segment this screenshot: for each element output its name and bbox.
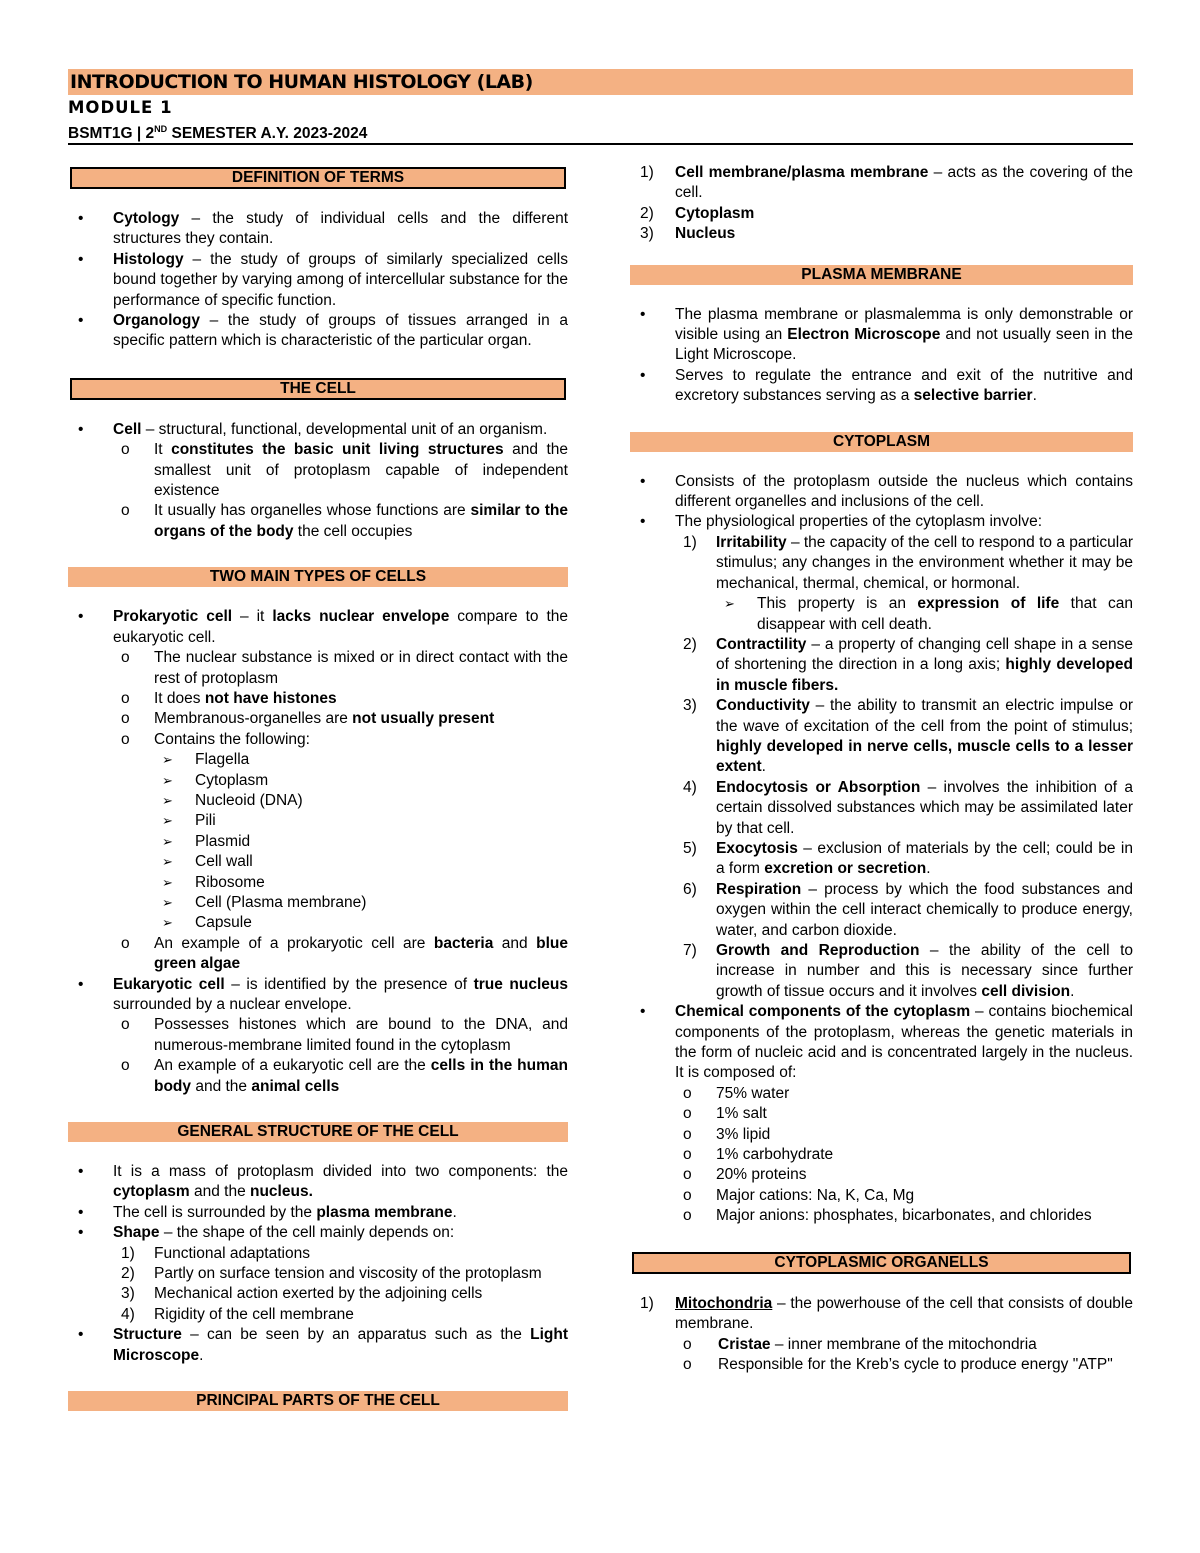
list-item: • Cell – structural, functional, developmental unit of an organism. o It constitutes the basic unit living structures and the smallest unit of protoplasm capable of independent existence o It usually has organelles whose functions are similar to the organs of the body the cell occupies: [68, 420, 568, 542]
list-item: 2) Cytoplasm: [640, 204, 755, 222]
list-item: o An example of a eukaryotic cell are the cells in the human body and the animal cells: [121, 1057, 568, 1095]
list-item: 6) Respiration – process by which the food substances and oxygen within the cell interact chemically to produce energy, water, and carbon dioxide.: [683, 880, 1133, 939]
section-heading-cell-types: TWO MAIN TYPES OF CELLS: [68, 567, 568, 587]
cell-types-list: [68, 607, 568, 1097]
plasma-membrane-list: [630, 305, 1133, 407]
list-item: ➢ Nucleoid (DNA): [162, 791, 303, 809]
list-item: ➢ This property is an expression of life that can disappear with cell death.: [724, 595, 1133, 633]
list-item: 1) Irritability – the capacity of the cell to respond to a particular stimulus; any changes in the environment whether it may be mechanical, thermal, chemical, or hormonal. ➢ This property is an expression of life that can disappear with cell death.: [675, 533, 1133, 635]
list-item: 2) Contractility – a property of changing cell shape in a sense of shortening the direction in a long axis; highly developed in muscle fibers.: [683, 635, 1133, 694]
module-label: MODULE 1: [68, 98, 173, 117]
list-item: • Structure – can be seen by an apparatus such as the Light Microscope.: [78, 1326, 568, 1364]
list-item: 5) Exocytosis – exclusion of materials by the cell; could be in a form excretion or secretion.: [683, 839, 1133, 878]
list-item: • The physiological properties of the cytoplasm involve: 1) Irritability – the capacity of the cell to respond to a particular stimulus; any changes in the environment whether it may be mechanical, thermal, chemical, or hormonal. ➢ This property is an expression of life that can disappear with cell death. 2) Contractility – a property of changing cell shape in a sense of shortening the direction in a long axis; highly developed in muscle fibers. 3) Conductivity – the ability to transmit an electric impulse or the wave of excitation of the cell from the point of stimulus; highly developed in nerve cells, muscle cells to a lesser extent. 4) Endocytosis or Absorption – involves the inhibition of a certain dissolved substances which may be assimilated later by that cell. 5) Exocytosis – exclusion of materials by the cell; could be in a form excretion or secretion. 6) Respiration – process by which the food substances and oxygen within the cell interact chemically to produce energy, water, and carbon dioxide. 7) Growth and Reproduction – the ability of the cell to increase in number and this is necessary since further growth of tissue occurs and it involves cell division.: [630, 512, 1133, 1002]
list-item: o An example of a prokaryotic cell are bacteria and blue green algae: [121, 934, 568, 973]
list-item: 7) Growth and Reproduction – the ability of the cell to increase in number and this is necessary since further growth of tissue occurs and it involves cell division.: [683, 942, 1133, 1000]
list-item: o Cristae – inner membrane of the mitochondria: [683, 1335, 1037, 1353]
cell-list: [68, 420, 568, 542]
list-item: ➢ Cell wall: [162, 853, 253, 871]
list-item: o 1% carbohydrate: [683, 1146, 834, 1164]
list-item: o It does not have histones: [121, 689, 337, 707]
list-item: ➢ Plasmid: [162, 832, 251, 850]
list-item: • Shape – the shape of the cell mainly depends on: 1) Functional adaptations 2) Partly on surface tension and viscosity of the protoplasm 3) Mechanical action exerted by the adjoining cells 4) Rigidity of the cell membrane: [68, 1223, 568, 1325]
list-item: o 75% water: [683, 1084, 790, 1102]
document-title: INTRODUCTION TO HUMAN HISTOLOGY (LAB): [68, 69, 1133, 95]
list-item: • The plasma membrane or plasmalemma is only demonstrable or visible using an Electron Microscope and not usually seen in the Light Microscope.: [640, 305, 1133, 364]
list-item: 4) Rigidity of the cell membrane: [121, 1305, 354, 1323]
list-item: 3) Mechanical action exerted by the adjoining cells: [121, 1285, 483, 1303]
list-item: o 1% salt: [683, 1105, 767, 1123]
section-heading-organelles: CYTOPLASMIC ORGANELLS: [632, 1252, 1131, 1274]
list-item: 3) Conductivity – the ability to transmit an electric impulse or the wave of excitation of the cell from the point of stimulus; highly developed in nerve cells, muscle cells to a lesser extent.: [683, 697, 1133, 776]
semester-line: BSMT1G | 2ND SEMESTER A.Y. 2023-2024: [68, 124, 368, 143]
header-divider: [68, 143, 1133, 145]
list-item: 3) Nucleus: [640, 225, 736, 243]
list-item: • Eukaryotic cell – is identified by the presence of true nucleus surrounded by a nuclear envelope. o Possesses histones which are bound to the DNA, and numerous-membrane limited found in the cytoplasm o An example of a eukaryotic cell are the cells in the human body and the animal cells: [68, 975, 568, 1097]
definition-list: [68, 209, 568, 352]
list-item: • Organology – the study of groups of tissues arranged in a specific pattern which is characteristic of the particular organ.: [78, 312, 568, 350]
list-item: 1) Functional adaptations: [121, 1244, 310, 1262]
section-heading-general-structure: GENERAL STRUCTURE OF THE CELL: [68, 1122, 568, 1142]
list-item: ➢ Flagella: [162, 751, 250, 769]
list-item: o It usually has organelles whose functions are similar to the organs of the body the cell occupies: [121, 502, 569, 540]
list-item: o Major cations: Na, K, Ca, Mg: [683, 1186, 915, 1204]
list-item: • Prokaryotic cell – it lacks nuclear envelope compare to the eukaryotic cell. o The nuclear substance is mixed or in direct contact with the rest of protoplasm o It does not have histones o Membranous-organelles are not usually present o Contains the following: ➢ Flagella ➢ Cytoplasm ➢ Nucleoid (DNA) ➢ Pili ➢ Plasmid ➢ Cell wall ➢ Ribosome ➢ Cell (Plasma membrane) ➢ Capsule o An example of a prokaryotic cell are bacteria and blue green algae: [68, 607, 568, 974]
list-item: ➢ Cell (Plasma membrane): [162, 893, 367, 911]
organelles-list: [630, 1294, 1133, 1376]
list-item: • Consists of the protoplasm outside the nucleus which contains different organelles and inclusions of the cell.: [640, 472, 1133, 511]
list-item: o Contains the following: ➢ Flagella ➢ Cytoplasm ➢ Nucleoid (DNA) ➢ Pili ➢ Plasmid ➢ Cell wall ➢ Ribosome ➢ Cell (Plasma membrane) ➢ Capsule: [113, 730, 568, 934]
list-item: o The nuclear substance is mixed or in direct contact with the rest of protoplasm: [121, 649, 568, 687]
section-heading-principal-parts: PRINCIPAL PARTS OF THE CELL: [68, 1391, 568, 1411]
list-item: 4) Endocytosis or Absorption – involves the inhibition of a certain dissolved substances which may be assimilated later by that cell.: [683, 778, 1133, 837]
right-column: [630, 163, 1133, 1375]
list-item: ➢ Cytoplasm: [162, 771, 269, 789]
section-heading-plasma-membrane: PLASMA MEMBRANE: [630, 265, 1133, 285]
list-item: 1) Mitochondria – the powerhouse of the cell that consists of double membrane. o Cristae – inner membrane of the mitochondria o Responsible for the Kreb’s cycle to produce energy "ATP": [630, 1294, 1133, 1376]
section-heading-cytoplasm: CYTOPLASM: [630, 432, 1133, 452]
list-item: o 20% proteins: [683, 1166, 807, 1184]
list-item: 2) Partly on surface tension and viscosity of the protoplasm: [121, 1265, 542, 1283]
list-item: o Major anions: phosphates, bicarbonates, and chlorides: [683, 1207, 1092, 1225]
principal-parts-list: [630, 163, 1133, 245]
list-item: ➢ Pili: [162, 812, 216, 830]
section-heading-definition: DEFINITION OF TERMS: [70, 167, 566, 189]
list-item: o Possesses histones which are bound to the DNA, and numerous-membrane limited found in the cytoplasm: [121, 1016, 568, 1054]
page-header: [68, 69, 1133, 143]
general-structure-list: [68, 1162, 568, 1366]
cytoplasm-list: [630, 472, 1133, 1227]
left-column: [68, 163, 568, 1431]
list-item: ➢ Ribosome: [162, 873, 265, 891]
list-item: • Histology – the study of groups of similarly specialized cells bound together by varying among of intercellular substance for the performance of specific function.: [78, 250, 568, 309]
list-item: o 3% lipid: [683, 1125, 771, 1143]
list-item: 1) Cell membrane/plasma membrane – acts as the covering of the cell.: [640, 164, 1133, 202]
list-item: • Cytology – the study of individual cells and the different structures they contain.: [78, 210, 568, 248]
list-item: ➢ Capsule: [162, 914, 252, 932]
list-item: • Chemical components of the cytoplasm – contains biochemical components of the protoplasm, whereas the genetic materials in the form of nucleic acid and is concentrated largely in the nucleus. It is composed of: o 75% water o 1% salt o 3% lipid o 1% carbohydrate o 20% proteins o Major cations: Na, K, Ca, Mg o Major anions: phosphates, bicarbonates, and chlorides: [630, 1002, 1133, 1226]
list-item: o Responsible for the Kreb’s cycle to produce energy "ATP": [683, 1355, 1113, 1373]
list-item: • The cell is surrounded by the plasma membrane.: [78, 1203, 457, 1221]
list-item: o It constitutes the basic unit living structures and the smallest unit of protoplasm capable of independent existence: [121, 441, 568, 500]
list-item: • It is a mass of protoplasm divided into two components: the cytoplasm and the nucleus.: [78, 1163, 568, 1201]
list-item: o Membranous-organelles are not usually present: [121, 710, 495, 728]
list-item: • Serves to regulate the entrance and exit of the nutritive and excretory substances serving as a selective barrier.: [640, 366, 1133, 405]
section-heading-the-cell: THE CELL: [70, 378, 566, 400]
